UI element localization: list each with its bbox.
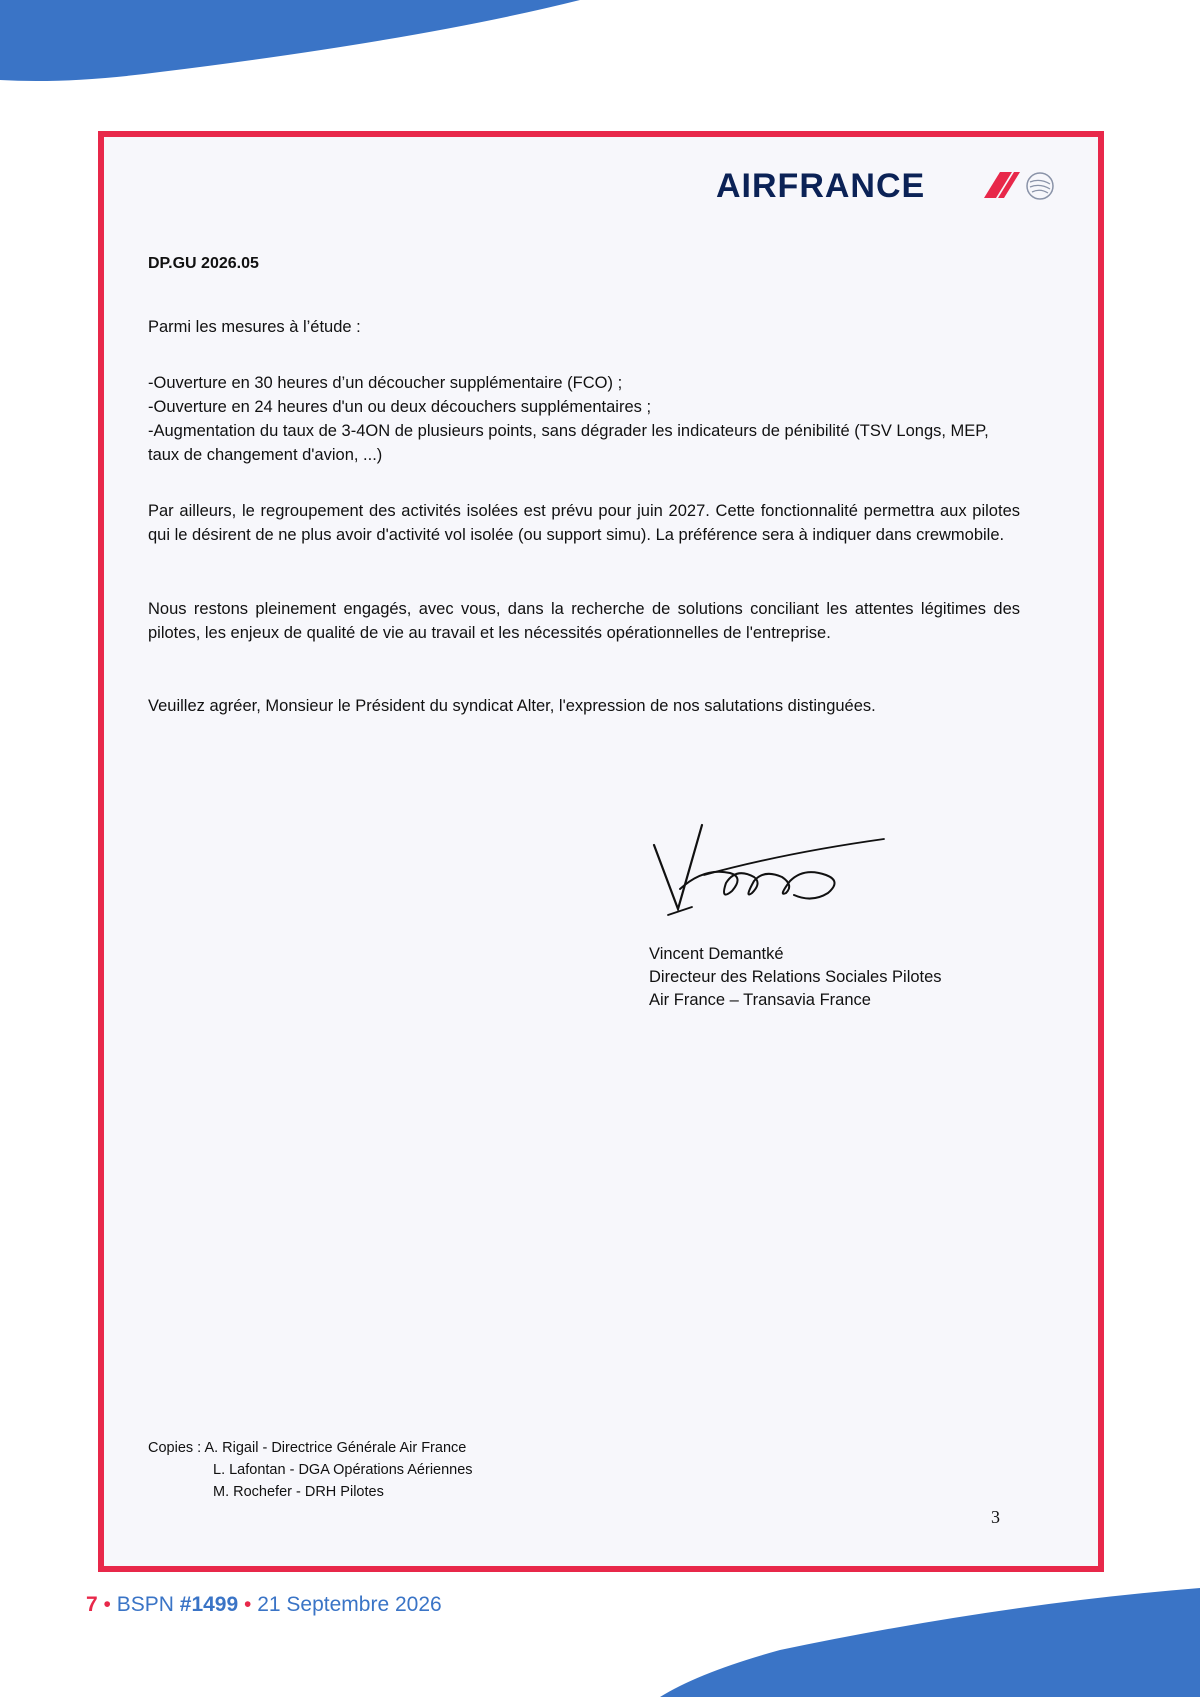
signer-company: Air France – Transavia France [649,991,871,1009]
footer-page-number: 7 [86,1593,98,1616]
paragraph-activities: Par ailleurs, le regroupement des activités isolées est prévu pour juin 2027. Cette fonctionnalité permettra aux pilotes qui le désirent de ne plus avoir d'activité vol isolée (ou support simu). La préférence sera à indiquer dans crewmobile. [148,502,1020,544]
list-item: -Augmentation du taux de 3-4ON de plusieurs points, sans dégrader les indicateurs de pénibilité (TSV Longs, MEP, taux de changement d'avion, ...) [148,422,989,464]
list-item: -Ouverture en 24 heures d'un ou deux découchers supplémentaires ; [148,398,652,416]
footer-issue: #1499 [179,1593,239,1616]
letter-page-number: 3 [991,1507,1000,1527]
footer-publication: BSPN [116,1593,174,1616]
signer-name: Vincent Demantké [649,945,784,963]
reference-number: DP.GU 2026.05 [148,255,259,272]
copies-label: Copies : [148,1440,202,1456]
copies-recipient: M. Rochefer - DRH Pilotes [213,1484,384,1500]
airfrance-logo-icon [978,168,1058,204]
airfrance-logo [716,165,1066,207]
footer-date: 21 Septembre 2026 [257,1593,442,1616]
copies-recipient: L. Lafontan - DGA Opérations Aériennes [213,1462,473,1478]
closing-formula: Veuillez agréer, Monsieur le Président du syndicat Alter, l'expression de nos salutations distinguées. [148,697,876,715]
top-wave-decoration [0,0,600,90]
list-item: -Ouverture en 30 heures d’un découcher supplémentaire (FCO) ; [148,374,623,392]
footer-separator: • [244,1593,252,1616]
logo-wordmark: AIRFRANCE [716,167,926,205]
handwritten-signature [644,817,894,917]
paragraph-commitment: Nous restons pleinement engagés, avec vous, dans la recherche de solutions conciliant les attentes légitimes des pilotes, les enjeux de qualité de vie au travail et les nécessités opérationnelles de l'entreprise. [148,600,1020,642]
signer-title: Directeur des Relations Sociales Pilotes [649,968,942,986]
footer-separator: • [103,1593,111,1616]
letter-frame [98,131,1104,1572]
measures-list [148,371,1020,467]
copies-recipient: A. Rigail - Directrice Générale Air France [204,1440,467,1456]
intro-text: Parmi les mesures à l’étude : [148,318,361,336]
publication-footer [86,1593,442,1617]
signer-block [649,943,942,1012]
copies-block [148,1437,473,1503]
